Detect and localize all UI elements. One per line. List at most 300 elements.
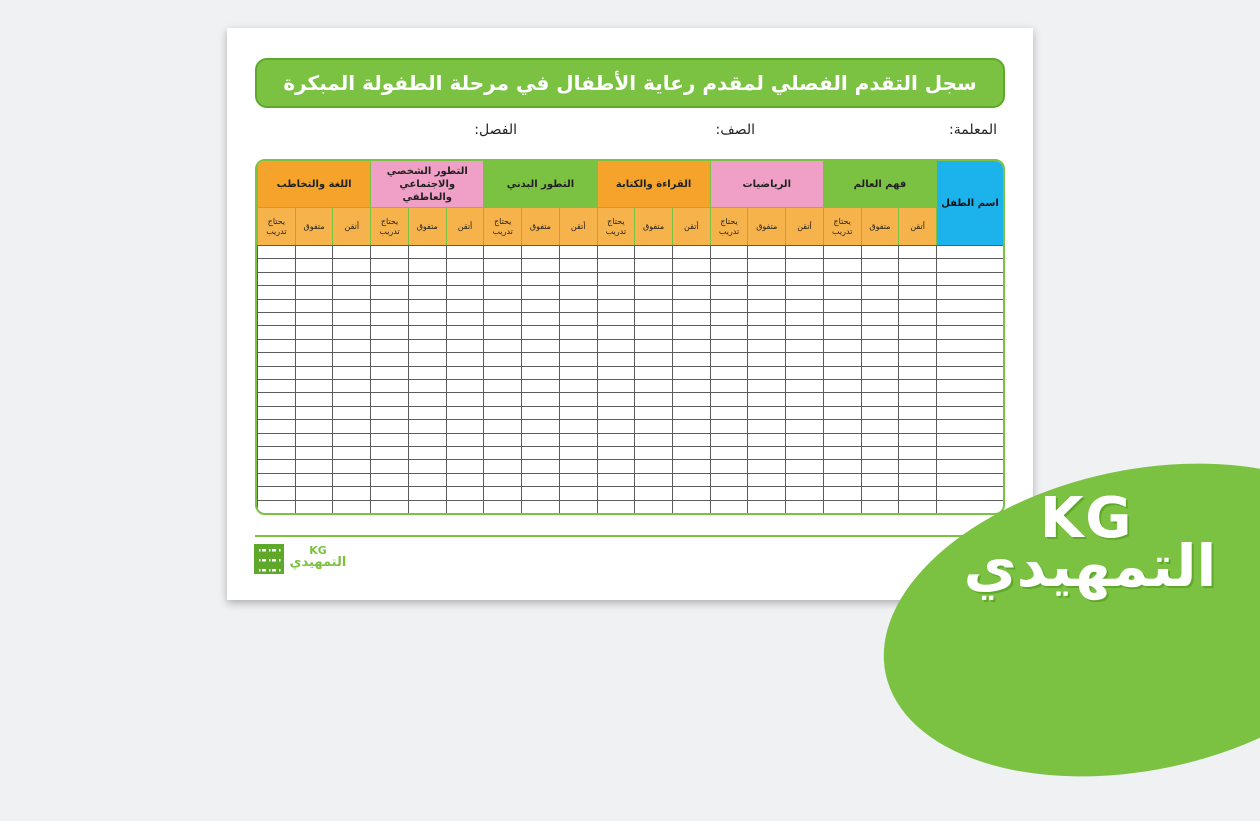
assessment-cell[interactable] xyxy=(483,245,521,258)
assessment-cell[interactable] xyxy=(672,406,710,419)
assessment-cell[interactable] xyxy=(295,299,333,312)
assessment-cell[interactable] xyxy=(408,312,446,325)
assessment-cell[interactable] xyxy=(408,245,446,258)
assessment-cell[interactable] xyxy=(446,419,484,432)
assessment-cell[interactable] xyxy=(483,446,521,459)
assessment-cell[interactable] xyxy=(408,500,446,513)
assessment-cell[interactable] xyxy=(559,419,597,432)
assessment-cell[interactable] xyxy=(747,285,785,298)
assessment-cell[interactable] xyxy=(861,486,899,499)
assessment-cell[interactable] xyxy=(332,406,370,419)
assessment-cell[interactable] xyxy=(785,486,823,499)
assessment-cell[interactable] xyxy=(597,366,635,379)
assessment-cell[interactable] xyxy=(559,272,597,285)
assessment-cell[interactable] xyxy=(483,500,521,513)
assessment-cell[interactable] xyxy=(898,433,936,446)
assessment-cell[interactable] xyxy=(861,366,899,379)
assessment-cell[interactable] xyxy=(710,446,748,459)
assessment-cell[interactable] xyxy=(634,446,672,459)
assessment-cell[interactable] xyxy=(597,459,635,472)
assessment-cell[interactable] xyxy=(408,272,446,285)
assessment-cell[interactable] xyxy=(408,459,446,472)
child-name-cell[interactable] xyxy=(936,312,1003,325)
assessment-cell[interactable] xyxy=(823,299,861,312)
assessment-cell[interactable] xyxy=(898,325,936,338)
child-name-cell[interactable] xyxy=(936,473,1003,486)
assessment-cell[interactable] xyxy=(370,419,408,432)
assessment-cell[interactable] xyxy=(446,500,484,513)
assessment-cell[interactable] xyxy=(521,352,559,365)
child-name-cell[interactable] xyxy=(936,446,1003,459)
assessment-cell[interactable] xyxy=(332,285,370,298)
assessment-cell[interactable] xyxy=(408,392,446,405)
child-name-cell[interactable] xyxy=(936,392,1003,405)
assessment-cell[interactable] xyxy=(785,272,823,285)
assessment-cell[interactable] xyxy=(483,366,521,379)
assessment-cell[interactable] xyxy=(370,285,408,298)
assessment-cell[interactable] xyxy=(521,406,559,419)
assessment-cell[interactable] xyxy=(370,459,408,472)
assessment-cell[interactable] xyxy=(370,245,408,258)
assessment-cell[interactable] xyxy=(898,486,936,499)
assessment-cell[interactable] xyxy=(861,392,899,405)
assessment-cell[interactable] xyxy=(634,433,672,446)
assessment-cell[interactable] xyxy=(710,285,748,298)
assessment-cell[interactable] xyxy=(559,285,597,298)
child-name-cell[interactable] xyxy=(936,486,1003,499)
assessment-cell[interactable] xyxy=(823,392,861,405)
assessment-cell[interactable] xyxy=(408,406,446,419)
assessment-cell[interactable] xyxy=(370,392,408,405)
assessment-cell[interactable] xyxy=(257,285,295,298)
child-name-cell[interactable] xyxy=(936,406,1003,419)
assessment-cell[interactable] xyxy=(898,392,936,405)
assessment-cell[interactable] xyxy=(672,352,710,365)
assessment-cell[interactable] xyxy=(634,272,672,285)
assessment-cell[interactable] xyxy=(861,473,899,486)
assessment-cell[interactable] xyxy=(521,392,559,405)
assessment-cell[interactable] xyxy=(634,486,672,499)
assessment-cell[interactable] xyxy=(295,312,333,325)
child-name-cell[interactable] xyxy=(936,379,1003,392)
assessment-cell[interactable] xyxy=(521,446,559,459)
assessment-cell[interactable] xyxy=(898,245,936,258)
assessment-cell[interactable] xyxy=(521,312,559,325)
assessment-cell[interactable] xyxy=(521,285,559,298)
assessment-cell[interactable] xyxy=(483,392,521,405)
assessment-cell[interactable] xyxy=(861,433,899,446)
assessment-cell[interactable] xyxy=(710,325,748,338)
assessment-cell[interactable] xyxy=(634,419,672,432)
assessment-cell[interactable] xyxy=(257,366,295,379)
assessment-cell[interactable] xyxy=(257,299,295,312)
assessment-cell[interactable] xyxy=(861,339,899,352)
assessment-cell[interactable] xyxy=(446,446,484,459)
assessment-cell[interactable] xyxy=(747,500,785,513)
assessment-cell[interactable] xyxy=(634,258,672,271)
assessment-cell[interactable] xyxy=(521,473,559,486)
assessment-cell[interactable] xyxy=(785,392,823,405)
assessment-cell[interactable] xyxy=(861,258,899,271)
assessment-cell[interactable] xyxy=(861,500,899,513)
assessment-cell[interactable] xyxy=(672,312,710,325)
assessment-cell[interactable] xyxy=(710,312,748,325)
assessment-cell[interactable] xyxy=(823,366,861,379)
assessment-cell[interactable] xyxy=(747,339,785,352)
assessment-cell[interactable] xyxy=(823,473,861,486)
assessment-cell[interactable] xyxy=(747,459,785,472)
assessment-cell[interactable] xyxy=(861,272,899,285)
assessment-cell[interactable] xyxy=(257,500,295,513)
assessment-cell[interactable] xyxy=(257,486,295,499)
assessment-cell[interactable] xyxy=(634,366,672,379)
assessment-cell[interactable] xyxy=(483,352,521,365)
assessment-cell[interactable] xyxy=(295,419,333,432)
assessment-cell[interactable] xyxy=(747,352,785,365)
assessment-cell[interactable] xyxy=(559,245,597,258)
child-name-cell[interactable] xyxy=(936,245,1003,258)
assessment-cell[interactable] xyxy=(483,379,521,392)
assessment-cell[interactable] xyxy=(785,459,823,472)
assessment-cell[interactable] xyxy=(861,446,899,459)
assessment-cell[interactable] xyxy=(710,486,748,499)
assessment-cell[interactable] xyxy=(597,406,635,419)
assessment-cell[interactable] xyxy=(672,339,710,352)
assessment-cell[interactable] xyxy=(672,500,710,513)
child-name-cell[interactable] xyxy=(936,366,1003,379)
child-name-cell[interactable] xyxy=(936,352,1003,365)
assessment-cell[interactable] xyxy=(559,352,597,365)
assessment-cell[interactable] xyxy=(710,352,748,365)
assessment-cell[interactable] xyxy=(295,473,333,486)
assessment-cell[interactable] xyxy=(898,366,936,379)
assessment-cell[interactable] xyxy=(785,406,823,419)
assessment-cell[interactable] xyxy=(747,272,785,285)
assessment-cell[interactable] xyxy=(408,446,446,459)
assessment-cell[interactable] xyxy=(257,325,295,338)
assessment-cell[interactable] xyxy=(672,272,710,285)
assessment-cell[interactable] xyxy=(332,245,370,258)
assessment-cell[interactable] xyxy=(898,406,936,419)
assessment-cell[interactable] xyxy=(823,406,861,419)
assessment-cell[interactable] xyxy=(634,473,672,486)
assessment-cell[interactable] xyxy=(446,379,484,392)
assessment-cell[interactable] xyxy=(295,500,333,513)
assessment-cell[interactable] xyxy=(370,433,408,446)
assessment-cell[interactable] xyxy=(861,245,899,258)
assessment-cell[interactable] xyxy=(370,473,408,486)
assessment-cell[interactable] xyxy=(861,312,899,325)
assessment-cell[interactable] xyxy=(559,325,597,338)
assessment-cell[interactable] xyxy=(295,446,333,459)
child-name-cell[interactable] xyxy=(936,433,1003,446)
assessment-cell[interactable] xyxy=(521,299,559,312)
assessment-cell[interactable] xyxy=(823,419,861,432)
assessment-cell[interactable] xyxy=(898,446,936,459)
assessment-cell[interactable] xyxy=(295,258,333,271)
assessment-cell[interactable] xyxy=(295,325,333,338)
assessment-cell[interactable] xyxy=(747,379,785,392)
assessment-cell[interactable] xyxy=(521,245,559,258)
assessment-cell[interactable] xyxy=(898,299,936,312)
assessment-cell[interactable] xyxy=(672,379,710,392)
assessment-cell[interactable] xyxy=(710,500,748,513)
assessment-cell[interactable] xyxy=(559,500,597,513)
assessment-cell[interactable] xyxy=(483,433,521,446)
assessment-cell[interactable] xyxy=(332,339,370,352)
assessment-cell[interactable] xyxy=(898,312,936,325)
assessment-cell[interactable] xyxy=(823,339,861,352)
assessment-cell[interactable] xyxy=(332,312,370,325)
assessment-cell[interactable] xyxy=(672,245,710,258)
assessment-cell[interactable] xyxy=(295,339,333,352)
assessment-cell[interactable] xyxy=(597,258,635,271)
assessment-cell[interactable] xyxy=(446,285,484,298)
assessment-cell[interactable] xyxy=(559,299,597,312)
assessment-cell[interactable] xyxy=(597,299,635,312)
child-name-cell[interactable] xyxy=(936,272,1003,285)
assessment-cell[interactable] xyxy=(823,446,861,459)
assessment-cell[interactable] xyxy=(747,258,785,271)
assessment-cell[interactable] xyxy=(483,339,521,352)
assessment-cell[interactable] xyxy=(559,258,597,271)
assessment-cell[interactable] xyxy=(634,392,672,405)
assessment-cell[interactable] xyxy=(559,406,597,419)
assessment-cell[interactable] xyxy=(332,419,370,432)
assessment-cell[interactable] xyxy=(332,459,370,472)
assessment-cell[interactable] xyxy=(483,486,521,499)
assessment-cell[interactable] xyxy=(483,285,521,298)
assessment-cell[interactable] xyxy=(823,433,861,446)
assessment-cell[interactable] xyxy=(521,339,559,352)
assessment-cell[interactable] xyxy=(634,339,672,352)
assessment-cell[interactable] xyxy=(446,486,484,499)
assessment-cell[interactable] xyxy=(785,299,823,312)
assessment-cell[interactable] xyxy=(559,459,597,472)
assessment-cell[interactable] xyxy=(257,419,295,432)
assessment-cell[interactable] xyxy=(257,446,295,459)
assessment-cell[interactable] xyxy=(408,285,446,298)
assessment-cell[interactable] xyxy=(446,406,484,419)
assessment-cell[interactable] xyxy=(370,379,408,392)
assessment-cell[interactable] xyxy=(295,245,333,258)
assessment-cell[interactable] xyxy=(332,299,370,312)
assessment-cell[interactable] xyxy=(370,500,408,513)
assessment-cell[interactable] xyxy=(559,366,597,379)
assessment-cell[interactable] xyxy=(332,486,370,499)
assessment-cell[interactable] xyxy=(295,285,333,298)
assessment-cell[interactable] xyxy=(785,285,823,298)
assessment-cell[interactable] xyxy=(898,339,936,352)
assessment-cell[interactable] xyxy=(747,366,785,379)
assessment-cell[interactable] xyxy=(710,272,748,285)
assessment-cell[interactable] xyxy=(597,272,635,285)
assessment-cell[interactable] xyxy=(521,379,559,392)
assessment-cell[interactable] xyxy=(710,406,748,419)
assessment-cell[interactable] xyxy=(597,433,635,446)
assessment-cell[interactable] xyxy=(898,379,936,392)
child-name-cell[interactable] xyxy=(936,299,1003,312)
assessment-cell[interactable] xyxy=(257,352,295,365)
assessment-cell[interactable] xyxy=(823,325,861,338)
assessment-cell[interactable] xyxy=(521,486,559,499)
assessment-cell[interactable] xyxy=(710,379,748,392)
assessment-cell[interactable] xyxy=(257,245,295,258)
assessment-cell[interactable] xyxy=(597,285,635,298)
assessment-cell[interactable] xyxy=(747,299,785,312)
assessment-cell[interactable] xyxy=(747,392,785,405)
assessment-cell[interactable] xyxy=(370,339,408,352)
assessment-cell[interactable] xyxy=(634,406,672,419)
assessment-cell[interactable] xyxy=(559,446,597,459)
assessment-cell[interactable] xyxy=(483,258,521,271)
assessment-cell[interactable] xyxy=(521,433,559,446)
assessment-cell[interactable] xyxy=(295,392,333,405)
assessment-cell[interactable] xyxy=(332,258,370,271)
assessment-cell[interactable] xyxy=(597,312,635,325)
assessment-cell[interactable] xyxy=(710,245,748,258)
assessment-cell[interactable] xyxy=(408,473,446,486)
assessment-cell[interactable] xyxy=(634,285,672,298)
assessment-cell[interactable] xyxy=(747,433,785,446)
assessment-cell[interactable] xyxy=(823,486,861,499)
assessment-cell[interactable] xyxy=(672,459,710,472)
assessment-cell[interactable] xyxy=(370,446,408,459)
assessment-cell[interactable] xyxy=(898,352,936,365)
assessment-cell[interactable] xyxy=(710,366,748,379)
assessment-cell[interactable] xyxy=(446,339,484,352)
assessment-cell[interactable] xyxy=(747,486,785,499)
assessment-cell[interactable] xyxy=(370,299,408,312)
assessment-cell[interactable] xyxy=(785,258,823,271)
assessment-cell[interactable] xyxy=(408,325,446,338)
child-name-cell[interactable] xyxy=(936,285,1003,298)
assessment-cell[interactable] xyxy=(483,325,521,338)
assessment-cell[interactable] xyxy=(559,312,597,325)
assessment-cell[interactable] xyxy=(710,339,748,352)
assessment-cell[interactable] xyxy=(446,473,484,486)
assessment-cell[interactable] xyxy=(408,366,446,379)
assessment-cell[interactable] xyxy=(257,433,295,446)
assessment-cell[interactable] xyxy=(710,433,748,446)
assessment-cell[interactable] xyxy=(898,272,936,285)
assessment-cell[interactable] xyxy=(898,500,936,513)
assessment-cell[interactable] xyxy=(257,392,295,405)
assessment-cell[interactable] xyxy=(521,459,559,472)
assessment-cell[interactable] xyxy=(747,245,785,258)
child-name-cell[interactable] xyxy=(936,325,1003,338)
assessment-cell[interactable] xyxy=(370,258,408,271)
assessment-cell[interactable] xyxy=(672,446,710,459)
assessment-cell[interactable] xyxy=(332,325,370,338)
assessment-cell[interactable] xyxy=(483,459,521,472)
assessment-cell[interactable] xyxy=(446,433,484,446)
assessment-cell[interactable] xyxy=(521,325,559,338)
assessment-cell[interactable] xyxy=(634,312,672,325)
assessment-cell[interactable] xyxy=(332,272,370,285)
assessment-cell[interactable] xyxy=(672,299,710,312)
assessment-cell[interactable] xyxy=(823,459,861,472)
assessment-cell[interactable] xyxy=(861,325,899,338)
assessment-cell[interactable] xyxy=(597,392,635,405)
assessment-cell[interactable] xyxy=(257,459,295,472)
assessment-cell[interactable] xyxy=(747,446,785,459)
assessment-cell[interactable] xyxy=(710,299,748,312)
assessment-cell[interactable] xyxy=(332,379,370,392)
assessment-cell[interactable] xyxy=(634,352,672,365)
assessment-cell[interactable] xyxy=(710,473,748,486)
assessment-cell[interactable] xyxy=(823,352,861,365)
assessment-cell[interactable] xyxy=(597,352,635,365)
assessment-cell[interactable] xyxy=(295,406,333,419)
assessment-cell[interactable] xyxy=(597,446,635,459)
assessment-cell[interactable] xyxy=(332,473,370,486)
assessment-cell[interactable] xyxy=(483,272,521,285)
assessment-cell[interactable] xyxy=(823,245,861,258)
assessment-cell[interactable] xyxy=(446,299,484,312)
assessment-cell[interactable] xyxy=(785,312,823,325)
assessment-cell[interactable] xyxy=(521,366,559,379)
assessment-cell[interactable] xyxy=(672,285,710,298)
assessment-cell[interactable] xyxy=(483,419,521,432)
assessment-cell[interactable] xyxy=(559,339,597,352)
assessment-cell[interactable] xyxy=(634,459,672,472)
assessment-cell[interactable] xyxy=(898,258,936,271)
assessment-cell[interactable] xyxy=(672,366,710,379)
assessment-cell[interactable] xyxy=(370,486,408,499)
child-name-cell[interactable] xyxy=(936,419,1003,432)
assessment-cell[interactable] xyxy=(295,366,333,379)
assessment-cell[interactable] xyxy=(370,312,408,325)
assessment-cell[interactable] xyxy=(597,419,635,432)
assessment-cell[interactable] xyxy=(785,352,823,365)
assessment-cell[interactable] xyxy=(295,459,333,472)
assessment-cell[interactable] xyxy=(370,366,408,379)
assessment-cell[interactable] xyxy=(861,352,899,365)
assessment-cell[interactable] xyxy=(823,500,861,513)
assessment-cell[interactable] xyxy=(861,419,899,432)
assessment-cell[interactable] xyxy=(785,419,823,432)
assessment-cell[interactable] xyxy=(597,245,635,258)
assessment-cell[interactable] xyxy=(332,433,370,446)
assessment-cell[interactable] xyxy=(597,486,635,499)
assessment-cell[interactable] xyxy=(823,285,861,298)
assessment-cell[interactable] xyxy=(898,285,936,298)
assessment-cell[interactable] xyxy=(898,473,936,486)
assessment-cell[interactable] xyxy=(332,352,370,365)
assessment-cell[interactable] xyxy=(672,325,710,338)
assessment-cell[interactable] xyxy=(295,433,333,446)
assessment-cell[interactable] xyxy=(672,258,710,271)
assessment-cell[interactable] xyxy=(257,473,295,486)
assessment-cell[interactable] xyxy=(597,500,635,513)
assessment-cell[interactable] xyxy=(408,299,446,312)
assessment-cell[interactable] xyxy=(898,419,936,432)
assessment-cell[interactable] xyxy=(408,379,446,392)
assessment-cell[interactable] xyxy=(785,379,823,392)
assessment-cell[interactable] xyxy=(408,339,446,352)
child-name-cell[interactable] xyxy=(936,459,1003,472)
assessment-cell[interactable] xyxy=(634,500,672,513)
assessment-cell[interactable] xyxy=(672,419,710,432)
assessment-cell[interactable] xyxy=(710,419,748,432)
assessment-cell[interactable] xyxy=(672,433,710,446)
assessment-cell[interactable] xyxy=(785,366,823,379)
assessment-cell[interactable] xyxy=(672,392,710,405)
assessment-cell[interactable] xyxy=(747,325,785,338)
assessment-cell[interactable] xyxy=(823,258,861,271)
assessment-cell[interactable] xyxy=(257,258,295,271)
